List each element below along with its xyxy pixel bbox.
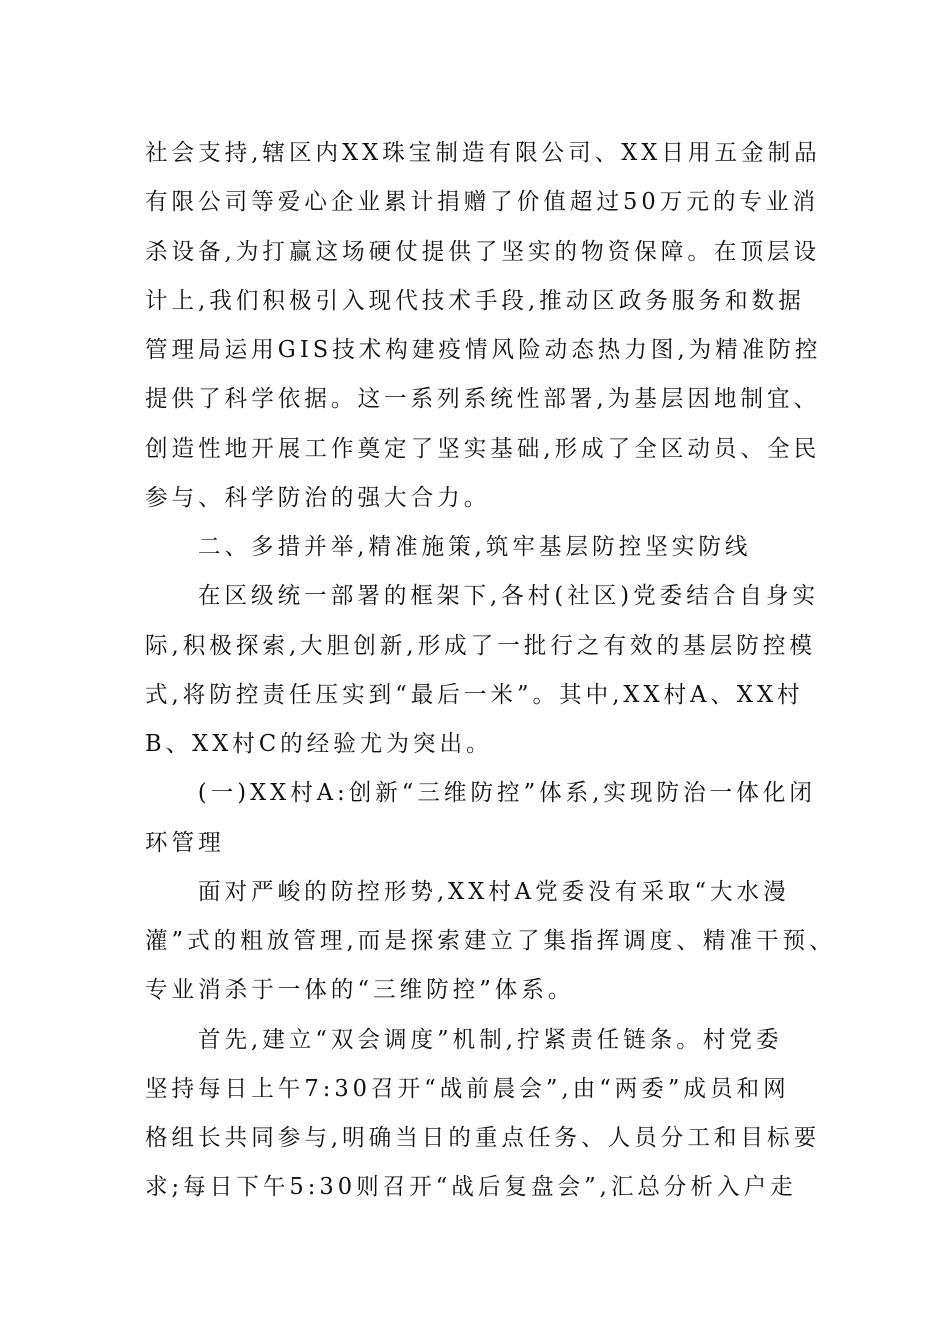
text-line: 管理局运用GIS技术构建疫情风险动态热力图,为精准防控 <box>145 337 822 363</box>
text-line: 杀设备,为打赢这场硬仗提供了坚实的物资保障。在顶层设 <box>145 238 821 265</box>
text-line: 在区级统一部署的框架下,各村(社区)党委结合自身实 <box>197 583 820 610</box>
text-line: 际,积极探索,大胆创新,形成了一批行之有效的基层防控模 <box>145 632 816 659</box>
text-line: 有限公司等爱心企业累计捐赠了价值超过50万元的专业消 <box>145 189 820 216</box>
text-line: 坚持每日上午7:30召开“战前晨会”,由“两委”成员和网 <box>145 1075 790 1102</box>
text-line: 式,将防控责任压实到“最后一米”。其中,XX村A、XX村 <box>145 681 804 708</box>
text-line: 求;每日下午5:30则召开“战后复盘会”,汇总分析入户走 <box>145 1174 797 1201</box>
subsection-heading <box>145 769 825 868</box>
section-heading <box>145 523 825 572</box>
text-line: B、XX村C的经验尤为突出。 <box>145 731 493 757</box>
text-line: 创造性地开展工作奠定了坚实基础,形成了全区动员、全民 <box>145 435 821 462</box>
text-line: 参与、科学防治的强大合力。 <box>145 484 491 511</box>
heading-line: 环管理 <box>145 829 225 856</box>
text-line: 提供了科学依据。这一系列系统性部署,为基层因地制宜、 <box>145 386 821 413</box>
heading-line: 二、多措并举,精准施策,筑牢基层防控坚实防线 <box>197 534 752 560</box>
text-line: 计上,我们积极引入现代技术手段,推动区政务服务和数据 <box>145 287 805 314</box>
paragraph-dual-meeting <box>145 1016 825 1213</box>
paragraph-village-a-overview <box>145 868 836 1016</box>
text-line: 灌”式的粗放管理,而是探索建立了集指挥调度、精准干预、 <box>145 928 836 954</box>
text-line: 社会支持,辖区内XX珠宝制造有限公司、XX日用五金制品 <box>145 140 821 166</box>
text-line: 首先,建立“双会调度”机制,拧紧责任链条。村党委 <box>197 1026 783 1053</box>
text-line: 面对严峻的防控形势,XX村A党委没有采取“大水漫 <box>197 878 790 905</box>
text-line: 专业消杀于一体的“三维防控”体系。 <box>145 977 575 1004</box>
text-line: 格组长共同参与,明确当日的重点任务、人员分工和目标要 <box>145 1125 821 1151</box>
heading-line: (一)XX村A:创新“三维防控”体系,实现防治一体化闭 <box>197 780 816 807</box>
document-body <box>145 129 836 1213</box>
paragraph-intro <box>145 572 825 769</box>
paragraph-continuation <box>145 129 825 523</box>
